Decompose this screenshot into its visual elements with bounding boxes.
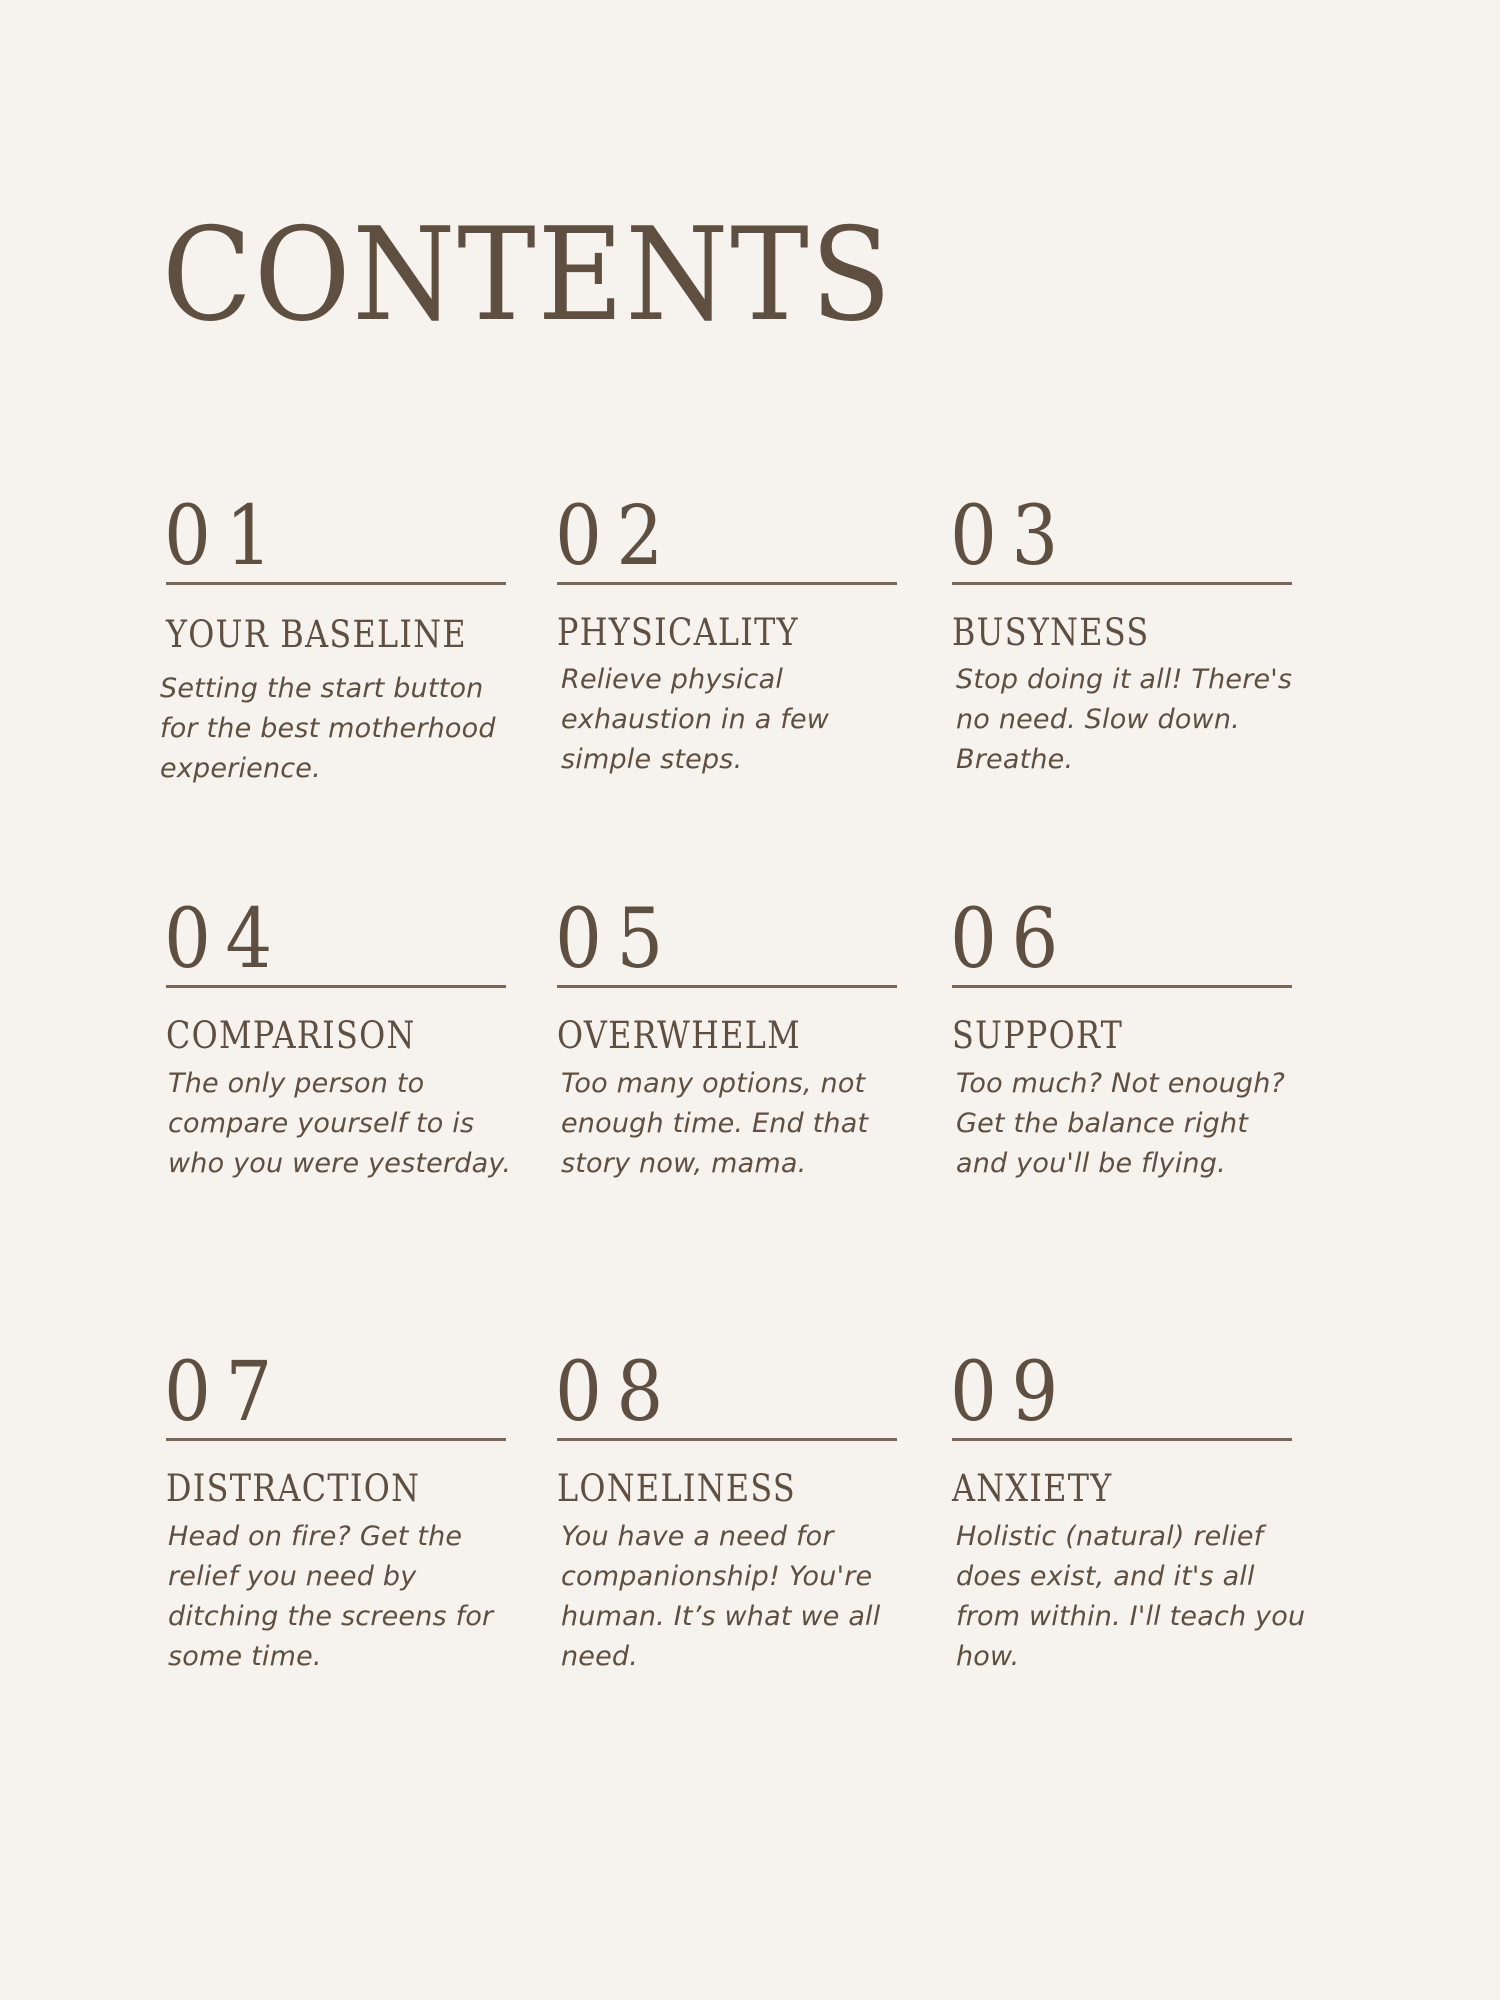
entry-description: Too much? Not enough? Get the balance right and you'll be flying. — [956, 1068, 1286, 1179]
entry-description: The only person to compare yourself to is who you were yesterday. — [168, 1068, 512, 1179]
entry-heading: LONELINESS — [557, 1467, 796, 1510]
entry-heading: BUSYNESS — [952, 611, 1150, 654]
entry-description: You have a need for companionship! You're human. It’s what we all need. — [561, 1521, 881, 1672]
entry-description: Holistic (natural) relief does exist, and it's all from within. I'll teach you how. — [956, 1521, 1306, 1672]
entry-heading: SUPPORT — [952, 1014, 1124, 1057]
entry-number: 01 — [164, 489, 287, 584]
entry-number: 07 — [164, 1345, 287, 1440]
entry-description: Stop doing it all! There's no need. Slow down. Breathe. — [956, 664, 1293, 775]
entry-description: Relieve physical exhaustion in a few simple steps. — [561, 664, 830, 775]
entry-number: 08 — [555, 1345, 678, 1440]
contents-entry-02 — [555, 489, 955, 780]
entry-number: 03 — [950, 489, 1073, 584]
entry-heading: DISTRACTION — [166, 1467, 421, 1510]
contents-entry-05 — [555, 892, 955, 1184]
contents-entry-06 — [950, 892, 1350, 1184]
contents-entry-03 — [950, 489, 1350, 780]
entry-heading: COMPARISON — [166, 1014, 416, 1057]
entry-number: 05 — [555, 892, 678, 987]
contents-entry-01 — [160, 489, 564, 789]
entry-heading: PHYSICALITY — [557, 611, 799, 654]
entry-number: 02 — [555, 489, 678, 584]
entry-description: Setting the start button for the best motherhood experience. — [160, 673, 496, 784]
contents-entry-09 — [950, 1345, 1350, 1677]
entry-number: 06 — [950, 892, 1073, 987]
entry-number: 04 — [164, 892, 287, 987]
entry-heading: YOUR BASELINE — [166, 613, 467, 656]
entry-number: 09 — [950, 1345, 1073, 1440]
contents-entry-07 — [164, 1345, 564, 1677]
entry-heading: OVERWHELM — [557, 1014, 802, 1057]
page-title: CONTENTS — [162, 201, 894, 350]
entry-description: Too many options, not enough time. End that story now, mama. — [561, 1068, 869, 1179]
contents-entry-08 — [555, 1345, 955, 1677]
entry-description: Head on fire? Get the relief you need by ditching the screens for some time. — [168, 1521, 494, 1672]
contents-entry-04 — [164, 892, 564, 1184]
entry-heading: ANXIETY — [952, 1467, 1113, 1510]
